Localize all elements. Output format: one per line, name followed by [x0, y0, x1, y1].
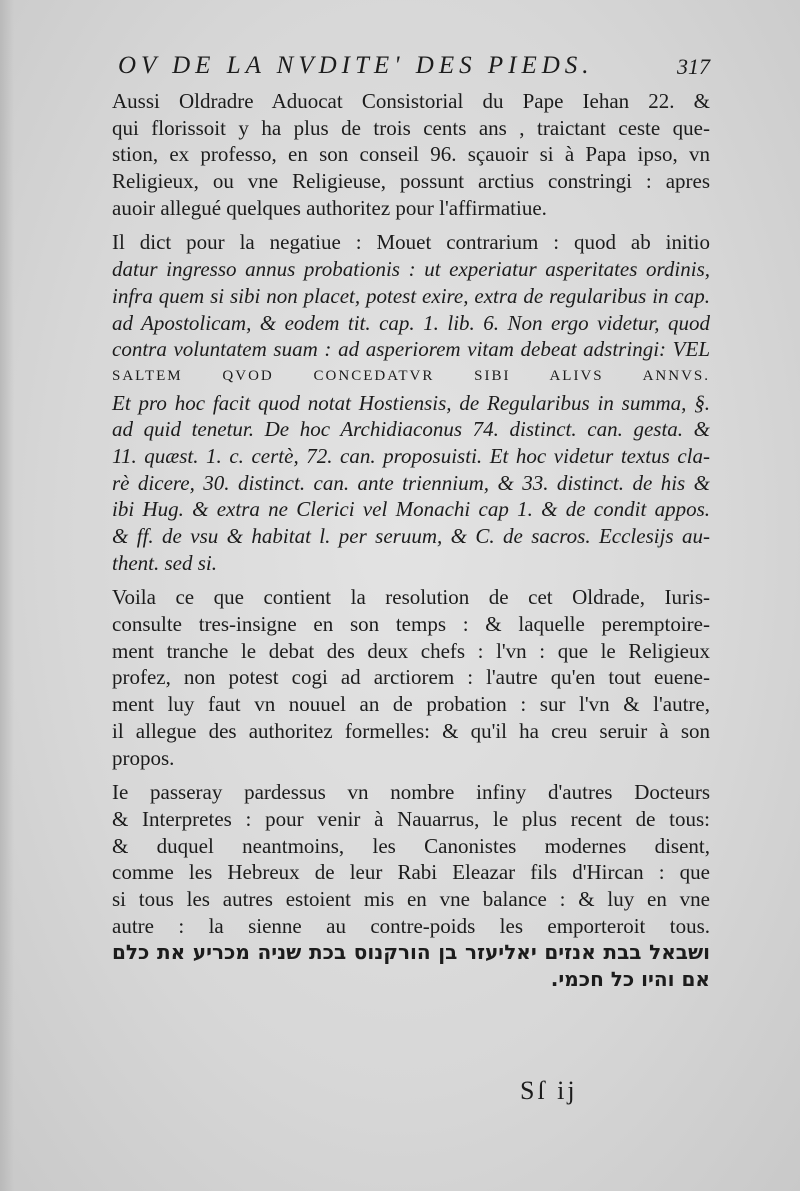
text-line: autre : la sienne au contre-poids les emporteroit tous. — [112, 913, 710, 938]
text-line: stion, ex professo, en son conseil 96. sçauoir si à Papa ipso, vn — [112, 142, 710, 167]
text-line: Aussi Oldradre Aduocat Consistorial du Pape Iehan 22. & — [112, 89, 710, 113]
text-line: ment tranche le debat des deux chefs : l'vn : que le Religieux — [112, 638, 710, 663]
text-line: אם והיו כל חכמי. — [550, 967, 710, 991]
text-line: ment luy faut vn nouuel an de probation : sur l'vn & l'autre, — [112, 692, 710, 717]
text-line: Il dict pour la negatiue : Mouet contrarium : quod ab initio — [112, 230, 710, 255]
paragraph — [112, 88, 710, 221]
paragraph — [112, 584, 710, 771]
text-line: & duquel neantmoins, les Canonistes modernes disent, — [112, 833, 710, 858]
text-line: datur ingresso annus probationis : ut experiatur asperitates ordinis, — [112, 257, 710, 282]
paragraph-gap — [112, 576, 710, 584]
text-line: auoir allegué quelques authoritez pour l'affirmatiue. — [112, 195, 547, 220]
text-line: rè dicere, 30. distinct. can. ante triennium, & 33. distinct. de his & — [112, 470, 710, 495]
text-line: ad quid tenetur. De hoc Archidiaconus 74. distinct. can. gesta. & — [112, 417, 710, 442]
text-line: infra quem si sibi non placet, potest exire, extra de regularibus in cap. — [112, 283, 710, 308]
paragraph — [112, 229, 710, 576]
text-line: profez, non potest cogi ad arctiorem : l'autre qu'en tout euene- — [112, 665, 710, 690]
text-line: contra voluntatem suam : ad asperiorem vitam debeat adstringi: VEL — [112, 337, 710, 362]
text-line: Religieux, ou vne Religieuse, possunt arctius constringi : apres — [112, 169, 710, 194]
paragraph — [112, 779, 710, 993]
text-line: comme les Hebreux de leur Rabi Eleazar fils d'Hircan : que — [112, 860, 710, 885]
text-line: ibi Hug. & extra ne Clerici vel Monachi cap 1. & de condit appos. — [112, 497, 710, 522]
text-line: & ff. de vsu & habitat l. per seruum, & C. de sacros. Ecclesijs au- — [112, 524, 710, 548]
text-line: Et pro hoc facit quod notat Hostiensis, de Regularibus in summa, §. — [112, 390, 710, 415]
body-text — [112, 88, 710, 993]
text-line: 11. quæst. 1. c. certè, 72. can. proposuisti. Et hoc videtur textus cla- — [112, 443, 710, 468]
page-number: 317 — [677, 54, 710, 79]
text-line: consulte tres-insigne en son temps : & laquelle peremptoire- — [112, 612, 710, 637]
signature-mark: Sſ ij — [520, 1076, 578, 1105]
paragraph-gap — [112, 221, 710, 229]
text-line: qui florissoit y ha plus de trois cents ans , traictant ceste que- — [112, 115, 710, 140]
text-line: Voila ce que contient la resolution de cet Oldrade, Iuris- — [112, 585, 710, 610]
text-line: si tous les autres estoient mis en vne balance : & luy en vne — [112, 886, 710, 911]
text-line: ad Apostolicam, & eodem tit. cap. 1. lib. 6. Non ergo videtur, quod — [112, 310, 710, 335]
text-line: il allegue des authoritez formelles: & qu'il ha creu seruir à son — [112, 718, 710, 743]
text-line: propos. — [112, 745, 175, 770]
text-line: & Interpretes : pour venir à Nauarrus, le plus recent de tous: — [112, 806, 710, 831]
page-header — [118, 52, 710, 88]
text-line: SALTEM QVOD CONCEDATVR SIBI ALIVS ANNVS. — [112, 367, 710, 384]
text-line: ושבאל בבת אנזים יאליעזר בן הורקנוס בכת שניה מכריע את כלם — [112, 940, 710, 965]
paragraph-gap — [112, 771, 710, 779]
text-line: thent. sed si. — [112, 550, 217, 575]
page-edge-shadow — [0, 0, 14, 1191]
running-title: OV DE LA NVDITE' DES PIEDS. — [118, 52, 594, 79]
text-line: Ie passeray pardessus vn nombre infiny d'autres Docteurs — [112, 780, 710, 805]
